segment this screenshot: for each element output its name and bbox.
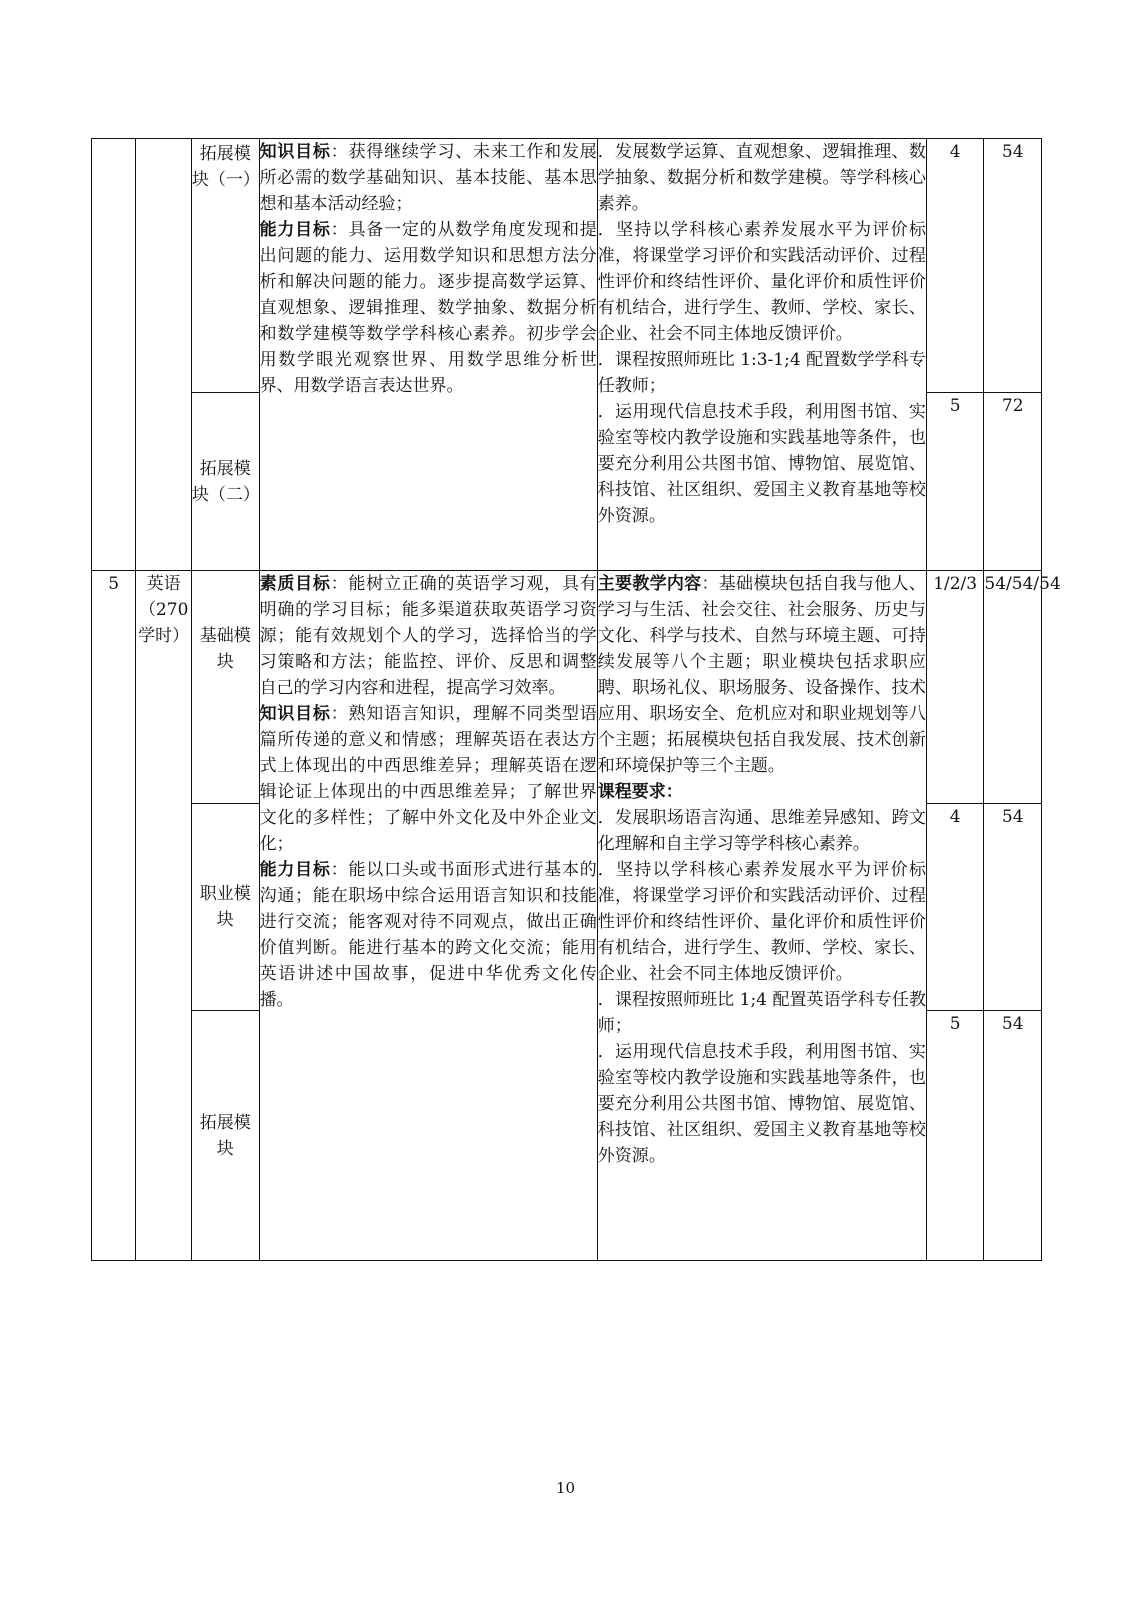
english-requirement-4: ．运用现代信息技术手段，利用图书馆、实验室等校内教学设施和实践基地等条件，也要充分利用公共图书馆、博物馆、展览馆、科技馆、社区组织、爱国主义教育基地等校外资源。: [597, 1042, 926, 1166]
math-module-2: 拓展模块（二）: [191, 393, 259, 571]
english-hours-3: 54: [984, 1011, 1042, 1261]
english-objective-knowledge: 知识目标：熟知语言知识，理解不同类型语篇所传递的意义和情感；理解英语在表达方式上体现出的中西思维差异；理解英语在逻辑论证上体现出的中西思维差异；了解世界文化的多样性；了解中外文化及中外企业文化；: [259, 704, 597, 854]
english-weekly-2: 4: [926, 804, 984, 1011]
english-objective-quality: 素质目标：能树立正确的英语学习观，具有明确的学习目标；能多渠道获取英语学习资源；能有效规划个人的学习，选择恰当的学习策略和方法；能监控、评价、反思和调整自己的学习内容和进程，提高学习效率。: [259, 574, 597, 698]
english-hours-1: 54/54/54: [984, 571, 1042, 804]
english-module-2: 职业模块: [191, 804, 259, 1011]
math-requirement-2: ．坚持以学科核心素养发展水平为评价标准，将课堂学习评价和实践活动评价、过程性评价和终结性评价、量化评价和质性评价有机结合，进行学生、教师、学校、家长、企业、社会不同主体地反馈评价。: [597, 220, 926, 344]
math-requirement-1: ．发展数学运算、直观想象、逻辑推理、数学抽象、数据分析和数学建模。等学科核心素养。: [597, 142, 926, 214]
math-requirement-3: ．课程按照师班比 1:3-1;4 配置数学学科专任教师；: [597, 350, 926, 396]
english-number-cell: 5: [92, 571, 136, 1261]
math-requirement-4: ．运用现代信息技术手段，利用图书馆、实验室等校内教学设施和实践基地等条件，也要充分利用公共图书馆、博物馆、展览馆、科技馆、社区组织、爱国主义教育基地等校外资源。: [597, 402, 926, 526]
math-row-1: [92, 139, 1042, 393]
english-teaching-content: 主要教学内容：基础模块包括自我与他人、学习与生活、社会交往、社会服务、历史与文化、科学与技术、自然与环境主题、可持续发展等八个主题；职业模块包括求职应聘、职场礼仪、职场服务、设备操作、技术应用、职场安全、危机应对和职业规划等八个主题；拓展模块包括自我发展、技术创新和环境保护等三个主题。: [597, 574, 926, 776]
english-objective-ability: 能力目标：能以口头或书面形式进行基本的沟通；能在职场中综合运用语言知识和技能进行交流；能客观对待不同观点，做出正确价值判断。能进行基本的跨文化交流；能用英语讲述中国故事，促进中华优秀文化传播。: [259, 860, 597, 1010]
course-table: [91, 138, 1061, 1261]
math-objective-ability: 能力目标：具备一定的从数学角度发现和提出问题的能力、运用数学知识和思想方法分析和解决问题的能力。逐步提高数学运算、直观想象、逻辑推理、数学抽象、数据分析和数学建模等数学学科核心素养。初步学会用数学眼光观察世界、用数学思维分析世界、用数学语言表达世界。: [259, 220, 597, 396]
english-module-1: 基础模块: [191, 571, 259, 804]
math-weekly-2: 5: [926, 393, 984, 571]
page-number: 10: [555, 1479, 576, 1497]
english-requirement-3: ．课程按照师班比 1;4 配置英语学科专任教师；: [597, 990, 926, 1036]
english-weekly-3: 5: [926, 1011, 984, 1261]
math-weekly-1: 4: [926, 139, 984, 393]
math-objectives-cell: [259, 139, 597, 571]
math-module-1: 拓展模块（一）: [191, 139, 259, 393]
english-module-3: 拓展模块: [191, 1011, 259, 1261]
english-requirements-heading: 课程要求：: [597, 782, 683, 802]
math-name-cell: [136, 139, 192, 571]
math-number-cell: [92, 139, 136, 571]
math-hours-2: 72: [984, 393, 1042, 571]
english-hours-2: 54: [984, 804, 1042, 1011]
math-hours-1: 54: [984, 139, 1042, 393]
english-requirement-1: ．发展职场语言沟通、思维差异感知、跨文化理解和自主学习等学科核心素养。: [597, 808, 926, 854]
english-name-cell: 英语（270学时）: [136, 571, 192, 1261]
english-objectives-cell: [259, 571, 597, 1261]
english-content-cell: [597, 571, 926, 1261]
english-row-1: [92, 571, 1042, 804]
english-weekly-1: 1/2/3: [926, 571, 984, 804]
math-objective-knowledge: 知识目标：获得继续学习、未来工作和发展所必需的数学基础知识、基本技能、基本思想和基本活动经验；: [259, 142, 597, 214]
english-requirement-2: ．坚持以学科核心素养发展水平为评价标准，将课堂学习评价和实践活动评价、过程性评价和终结性评价、量化评价和质性评价有机结合，进行学生、教师、学校、家长、企业、社会不同主体地反馈评价。: [597, 860, 926, 984]
math-requirements-cell: [597, 139, 926, 571]
